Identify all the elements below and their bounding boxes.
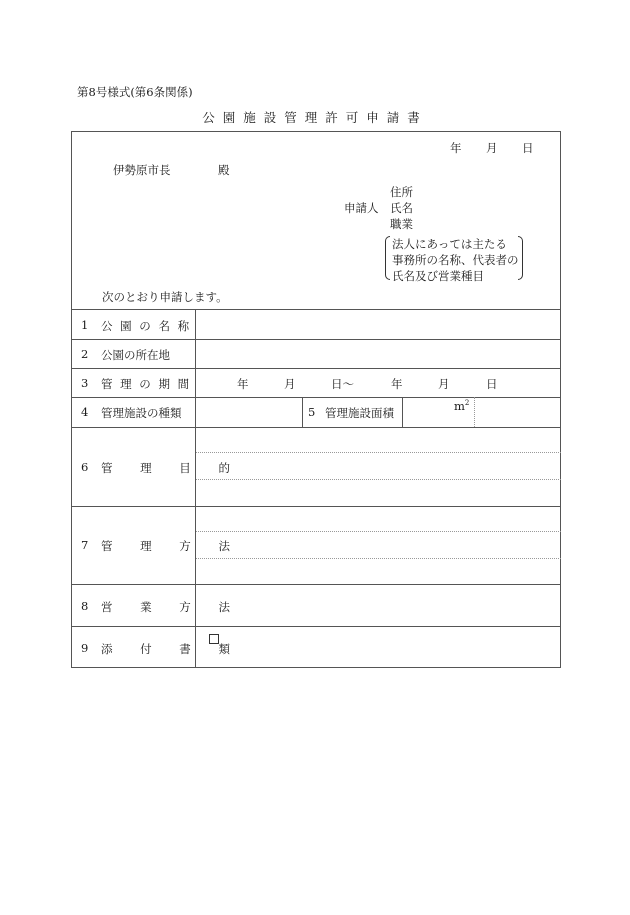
occupation-label: 職業 bbox=[390, 217, 413, 231]
note-bracket-left bbox=[385, 236, 390, 280]
note-line-2: 事務所の名称、代表者の bbox=[392, 253, 519, 267]
area-value-divider bbox=[402, 397, 403, 427]
application-form bbox=[71, 131, 561, 668]
purpose-line bbox=[196, 452, 561, 453]
row-1-label: 公 園 の 名 称 bbox=[101, 319, 192, 333]
row-divider bbox=[72, 427, 560, 428]
row-divider bbox=[72, 397, 560, 398]
row-6-label: 管 理 目 的 bbox=[101, 461, 242, 475]
row-divider bbox=[72, 339, 560, 340]
row-divider bbox=[72, 506, 560, 507]
name-label: 氏名 bbox=[390, 201, 413, 215]
addressee: 伊勢原市長 bbox=[113, 163, 171, 177]
date-month: 月 bbox=[486, 141, 498, 155]
area-column-divider bbox=[302, 397, 303, 427]
area-decimal-divider bbox=[474, 397, 475, 427]
row-3-label: 管 理 の 期 間 bbox=[101, 377, 192, 391]
row-divider bbox=[72, 309, 560, 310]
row-2-number: 2 bbox=[81, 347, 89, 361]
request-text: 次のとおり申請します。 bbox=[102, 290, 228, 304]
area-unit: $m^2$ bbox=[454, 399, 470, 413]
form-number: 第8号様式(第6条関係) bbox=[77, 85, 193, 99]
row-7-number: 7 bbox=[81, 538, 89, 552]
row-9-label: 添 付 書 類 bbox=[101, 642, 242, 656]
note-bracket-right bbox=[518, 236, 523, 280]
honorific: 殿 bbox=[218, 163, 230, 177]
period-end-year: 年 bbox=[391, 377, 403, 391]
row-5-number: 5 bbox=[308, 405, 316, 419]
form-title: 公園施設管理許可申請書 bbox=[202, 110, 428, 125]
row-divider bbox=[72, 626, 560, 627]
row-7-label: 管 理 方 法 bbox=[101, 539, 242, 553]
method-line bbox=[196, 558, 561, 559]
row-2-label: 公園の所在地 bbox=[101, 348, 170, 362]
note-line-1: 法人にあっては主たる bbox=[392, 237, 507, 251]
row-divider bbox=[72, 584, 560, 585]
row-4-label: 管理施設の種類 bbox=[101, 406, 182, 420]
row-5-label: 管理施設面積 bbox=[325, 406, 394, 420]
date-day: 日 bbox=[522, 141, 534, 155]
row-4-number: 4 bbox=[81, 405, 89, 419]
period-end-month: 月 bbox=[438, 377, 450, 391]
address-label: 住所 bbox=[390, 185, 413, 199]
note-line-3: 氏名及び営業種目 bbox=[392, 269, 484, 283]
row-divider bbox=[72, 368, 560, 369]
row-9-number: 9 bbox=[81, 641, 89, 655]
purpose-line bbox=[196, 479, 561, 480]
row-1-number: 1 bbox=[81, 318, 89, 332]
row-6-number: 6 bbox=[81, 460, 89, 474]
row-3-number: 3 bbox=[81, 376, 89, 390]
period-start-month: 月 bbox=[284, 377, 296, 391]
date-year: 年 bbox=[450, 141, 462, 155]
period-start-year: 年 bbox=[237, 377, 249, 391]
row-8-number: 8 bbox=[81, 599, 89, 613]
attachment-checkbox[interactable] bbox=[209, 634, 219, 644]
applicant-label: 申請人 bbox=[344, 201, 379, 215]
period-start-day: 日〜 bbox=[331, 377, 354, 391]
method-line bbox=[196, 531, 561, 532]
row-8-label: 営 業 方 法 bbox=[101, 600, 242, 614]
period-end-day: 日 bbox=[486, 377, 498, 391]
